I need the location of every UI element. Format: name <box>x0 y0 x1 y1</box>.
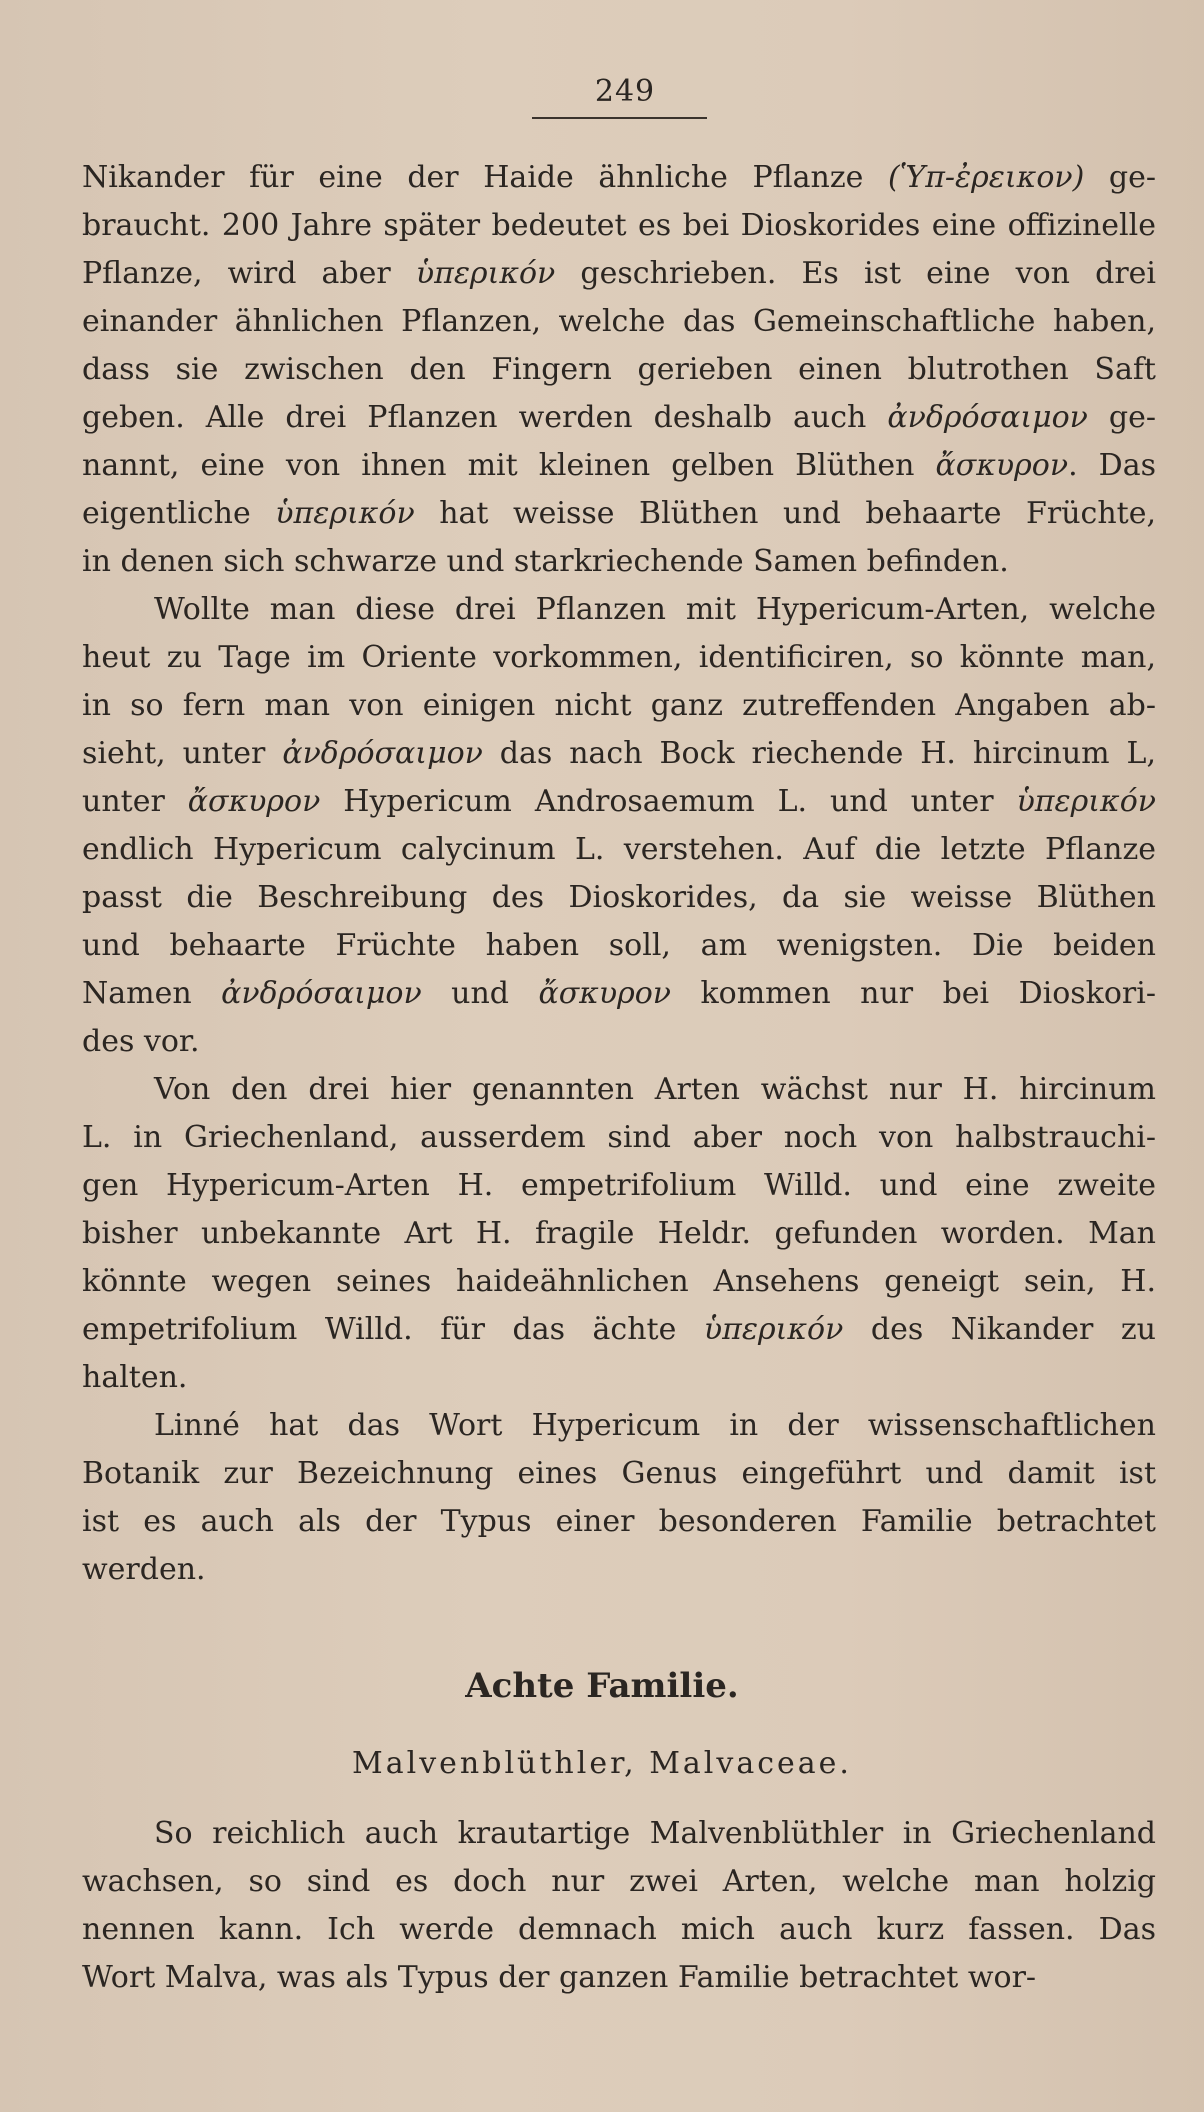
greek-term: ὑπερικόν <box>1016 784 1156 819</box>
text-line <box>82 874 1156 922</box>
page-number: 249 <box>594 74 656 109</box>
text-segment: Pflanze, wird aber <box>82 256 416 291</box>
text-segment: passt die Beschreibung des Dioskorides, da sie weisse Blüthen <box>82 880 1156 915</box>
text-line <box>82 1498 1156 1546</box>
text-line <box>82 1210 1156 1258</box>
text-segment: So reichlich auch krautartige Malvenblüthler in Griechenland <box>154 1816 1156 1851</box>
text-line <box>82 1546 1156 1594</box>
text-segment: nennen kann. Ich werde demnach mich auch kurz fassen. Das <box>82 1912 1156 1947</box>
text-line <box>82 970 1156 1018</box>
text-segment: eigentliche <box>82 496 276 531</box>
text-segment: . Das <box>1068 448 1156 483</box>
text-line <box>82 634 1156 682</box>
text-line <box>82 1258 1156 1306</box>
text-line <box>82 682 1156 730</box>
paragraph-linne <box>82 1402 1156 1594</box>
greek-term: ὑπερικόν <box>415 256 556 291</box>
greek-term: (Ὑπ-ἐρεικον) <box>887 160 1085 195</box>
text-segment: sieht, unter <box>82 736 283 771</box>
text-line <box>82 1906 1156 1954</box>
text-segment: heut zu Tage im Oriente vorkommen, identificiren, so könnte man, <box>82 640 1156 675</box>
text-line <box>82 394 1156 442</box>
text-segment: geben. Alle drei Pflanzen werden deshalb auch <box>82 400 888 435</box>
greek-term: ἄσκυρον <box>935 448 1069 483</box>
text-line <box>82 298 1156 346</box>
text-line <box>82 730 1156 778</box>
greek-term: ὑπερικόν <box>703 1312 844 1347</box>
text-segment: dass sie zwischen den Fingern gerieben einen blutrothen Saft <box>82 352 1156 387</box>
text-segment: des Nikander zu <box>843 1312 1156 1347</box>
paragraph-identification <box>82 586 1156 1066</box>
text-segment: kommen nur bei Dioskori- <box>671 976 1156 1011</box>
text-segment: ge- <box>1084 160 1156 195</box>
paragraph-malvaceae <box>82 1810 1156 2002</box>
text-segment: Linné hat das Wort Hypericum in der wissenschaftlichen <box>154 1408 1156 1443</box>
section-heading: Achte Familie. <box>465 1666 739 1706</box>
text-segment: geschrieben. Es ist eine von drei <box>555 256 1156 291</box>
text-line <box>82 1114 1156 1162</box>
paragraph-greek-species <box>82 1066 1156 1402</box>
text-segment: hat weisse Blüthen und behaarte Früchte, <box>414 496 1156 531</box>
paragraph-hypericon-names <box>82 154 1156 586</box>
text-segment: L. in Griechenland, ausserdem sind aber noch von halbstrauchi- <box>82 1120 1156 1155</box>
text-segment: Wollte man diese drei Pflanzen mit Hypericum-Arten, welche <box>154 592 1156 627</box>
text-segment: Von den drei hier genannten Arten wächst nur H. hircinum <box>154 1072 1156 1107</box>
text-line <box>82 778 1156 826</box>
text-segment: Nikander für eine der Haide ähnliche Pflanze <box>82 160 888 195</box>
header-rule <box>532 117 707 119</box>
text-line <box>82 1858 1156 1906</box>
text-segment: braucht. 200 Jahre später bedeutet es bei Dioskorides eine offizinelle <box>82 208 1156 243</box>
text-segment: in denen sich schwarze und starkriechende Samen befinden. <box>82 544 1009 579</box>
text-segment: könnte wegen seines haideähnlichen Ansehens geneigt sein, H. <box>82 1264 1156 1299</box>
text-line <box>82 250 1156 298</box>
text-segment: halten. <box>82 1360 188 1395</box>
text-segment: gen Hypericum-Arten H. empetrifolium Willd. und eine zweite <box>82 1168 1156 1203</box>
greek-term: ἀνδρόσαιμον <box>221 976 422 1011</box>
text-line <box>82 586 1156 634</box>
greek-term: ἄσκυρον <box>187 784 321 819</box>
greek-term: ὑπερικόν <box>275 496 415 531</box>
greek-term: ἀνδρόσαιμον <box>887 400 1088 435</box>
text-line <box>82 1402 1156 1450</box>
text-segment: empetrifolium Willd. für das ächte <box>82 1312 704 1347</box>
text-segment: Botanik zur Bezeichnung eines Genus eingeführt und damit ist <box>82 1456 1156 1491</box>
text-segment: das nach Bock riechende H. hircinum L, <box>482 736 1156 771</box>
text-segment: endlich Hypericum calycinum L. verstehen. Auf die letzte Pflanze <box>82 832 1156 867</box>
text-line <box>82 154 1156 202</box>
text-segment: unter <box>82 784 188 819</box>
text-line <box>82 1810 1156 1858</box>
text-line <box>82 826 1156 874</box>
text-segment: wachsen, so sind es doch nur zwei Arten, welche man holzig <box>82 1864 1156 1899</box>
text-line <box>82 442 1156 490</box>
text-segment: und behaarte Früchte haben soll, am wenigsten. Die beiden <box>82 928 1156 963</box>
text-segment: in so fern man von einigen nicht ganz zutreffenden Angaben ab- <box>82 688 1156 723</box>
text-line <box>82 1066 1156 1114</box>
text-line <box>82 1954 1156 2002</box>
section-subheading: Malvenblüthler, Malvaceae. <box>352 1746 852 1781</box>
text-segment: einander ähnlichen Pflanzen, welche das Gemeinschaftliche haben, <box>82 304 1156 339</box>
text-segment: bisher unbekannte Art H. fragile Heldr. gefunden worden. Man <box>82 1216 1156 1251</box>
text-line <box>82 346 1156 394</box>
text-segment: Wort Malva, was als Typus der ganzen Familie betrachtet wor- <box>82 1960 1037 1995</box>
text-line <box>82 538 1156 586</box>
greek-term: ἀνδρόσαιμον <box>282 736 483 771</box>
text-segment: nannt, eine von ihnen mit kleinen gelben Blüthen <box>82 448 936 483</box>
text-line <box>82 1162 1156 1210</box>
greek-term: ἄσκυρον <box>538 976 672 1011</box>
text-line <box>82 1450 1156 1498</box>
text-segment: Namen <box>82 976 222 1011</box>
text-line <box>82 202 1156 250</box>
text-line <box>82 1018 1156 1066</box>
text-segment: des vor. <box>82 1024 200 1059</box>
text-line <box>82 1306 1156 1354</box>
text-line <box>82 922 1156 970</box>
text-segment: und <box>421 976 539 1011</box>
text-segment: ge- <box>1087 400 1156 435</box>
text-line <box>82 490 1156 538</box>
text-line <box>82 1354 1156 1402</box>
text-segment: Hypericum Androsaemum L. und unter <box>320 784 1017 819</box>
text-segment: werden. <box>82 1552 206 1587</box>
text-segment: ist es auch als der Typus einer besonderen Familie betrachtet <box>82 1504 1156 1539</box>
